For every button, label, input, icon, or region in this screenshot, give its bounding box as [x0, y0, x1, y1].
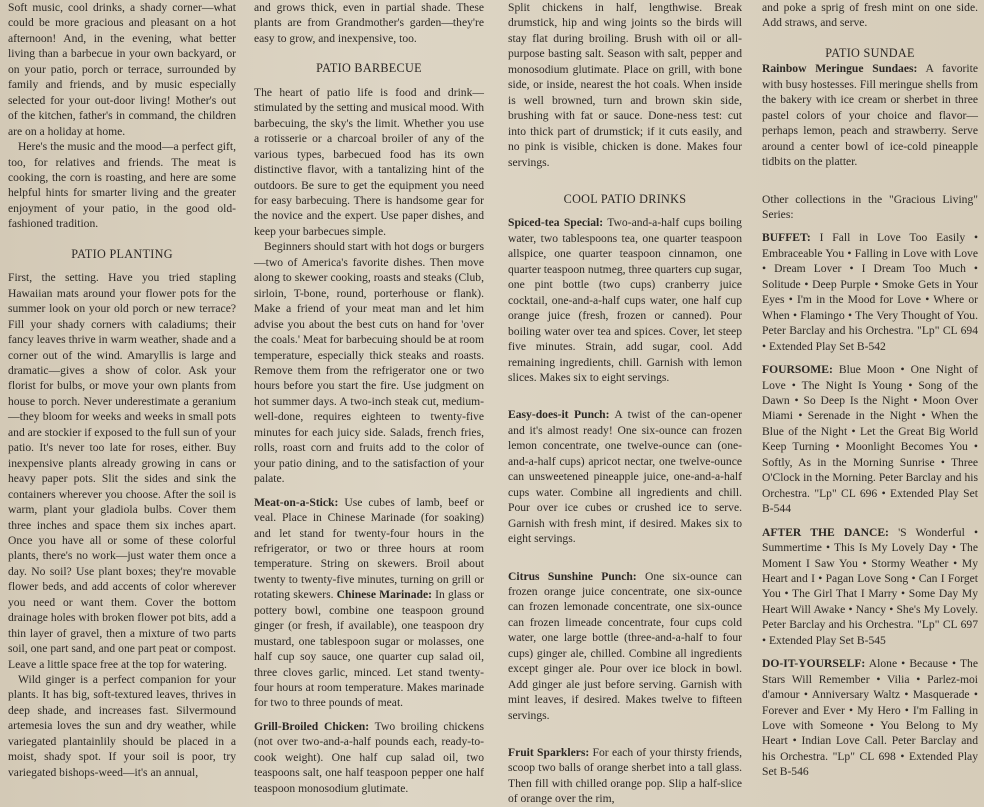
- recipe-title: Spiced-tea Special:: [508, 216, 604, 230]
- recipe-title: Rainbow Meringue Sundaes:: [762, 62, 918, 76]
- album-tracks: Blue Moon • One Night of Love • The Night Is Young • Song of the Dawn • So Deep Is the Night • Moon Over Miami • Serenade in the Night • When the Blue of the Night • Let the Great Big World Keep Turning • Moonlight Becomes You • Softly, As in the Morning Sunrise • Three O'Clock in the Morning. Peter Barclay and his Orchestra. "Lp" CL 696 • Extended Play Set B-544: [762, 363, 978, 516]
- recipe-easy-punch: [508, 407, 742, 546]
- album-after-the-dance: [762, 525, 978, 649]
- recipe-body: A favorite with busy hostesses. Fill meringue shells from the bakery with ice cream or sherbet in three pastel colors of your choice and flavor—perhaps lemon, peach and strawberry. Serve around a center bowl of ice-cold pineapple tidbits on the platter.: [762, 62, 978, 169]
- album-tracks: 'S Wonderful • Summertime • This Is My Lovely Day • The Moment I Saw You • Stormy Weather • My Heart and I • Pagan Love Song • Can I Forget You • The Girl That I Marry • Some Day My Heart Will Awake • Nancy • She's My Lovely. Peter Barclay and his Orchestra. "Lp" CL 697 • Extended Play Set B-545: [762, 525, 978, 647]
- album-tracks: Alone • Because • The Stars Will Remember • Vilia • Parlez-moi d'amour • Anniversary Waltz • Masquerade • Forever and Ever • My Hero • I'm Falling in Love with Someone • You Belong to My Heart • Indian Love Call. Peter Barclay and his Orchestra. "Lp" CL 698 • Extended Play Set B-546: [762, 657, 978, 779]
- recipe-body: Use cubes of lamb, beef or veal. Place in Chinese Marinade (for soaking) and let stand for twenty-four hours in the refrigerator, or two or three hours at room temperature. String on skewers. Broil about twenty to twenty-five minutes, turning on grill or rotating skewers.: [254, 495, 484, 602]
- continued-paragraph: Split chickens in half, lengthwise. Break drumstick, hip and wing joints so the birds will stay flat during broiling. Brush with oil or all-purpose basting salt. Season with salt, pepper and monosodium glutimate. Place on grill, with bone side, or inside, nearest the hot coals. When inside is well browned, turn and brown skin side, brushing with fat or sauce. Done-ness test: cut into thick part of drumstick; if it cuts easily, and no pink is visible, chicken is done. Makes four servings.: [508, 1, 742, 169]
- recipe-body: One six-ounce can frozen orange juice concentrate, one six-ounce can frozen lemonade concentrate, one six-ounce can frozen limeade concentrate, four cups cold water, one large bottle (three-and-a-half to four cups) ginger ale, chilled. Combine all ingredients except ginger ale. Pour over ice block in bowl. Add ginger ale just before serving. Garnish with mint leaves, if desired. Makes twelve to fifteen servings.: [508, 569, 742, 722]
- recipe-body: In glass or pottery bowl, combine one teaspoon ground ginger (or fresh, if available), one teaspoon dry mustard, one tablespoon sugar or molasses, one half cup soy sauce, one quarter cup salad oil, three cloves garlic, minced. Let stand twenty-four hours at room temperature. Makes marinade for two to three pounds of meat.: [254, 588, 484, 710]
- planting-paragraph: First, the setting. Have you tried stapling Hawaiian mats around your flower pots for the summer look on your old porch or new terrace? Fill your shady corners with caladiums; their fancy leaves thrive in warm weather, shade and a corner out of the wind. Amaryllis is large and dramatic—gives a show of color. Ask your florist for bulbs, or move your own plants from house to porch. Never underestimate a geranium—they bloom for weeks and weeks in small pots and are stockier if exposed to the full sun of your patio. It's never too late for roses, either. Buy inexpensive plants already growing in cans or heavy paper pots. Slit the sides and sink the containers wherever you choose. After the soil is warm, plant your gladiola bulbs. Cover them three inches and space them six inches apart. Once you have all or some of these colorful plants, there's no work—just water them once a day. No soil? Use plant boxes; they're movable flower beds, and add accents of color wherever you need or want them. Cover the bottom drainage holes with broken flower pot bits, add a thin layer of gravel, then a mixture of two parts soil, one part sand, and one part peat or compost. Leave a little space free at the top for watering.: [8, 271, 236, 671]
- album-tracks: I Fall in Love Too Easily • Embraceable You • Falling in Love with Love • Dream Lover • I Dream Too Much • Solitude • Deep Purple • Smoke Gets in Your Eyes • I'm in the Mood for Love • Where or When • Flamingo • The Very Thought of You. Peter Barclay and his Orchestra. "Lp" CL 694 • Extended Play Set B-542: [762, 231, 978, 353]
- recipe-spiced-tea: [508, 215, 742, 385]
- recipe-body: Two broiling chickens (not over two-and-a-half pounds each, ready-to-cook weight). One half cup salad oil, two teaspoons salt, one half teaspoon pepper one half teaspoon monosodium glutimate.: [254, 719, 484, 795]
- column-4: [762, 0, 978, 779]
- album-title: BUFFET:: [762, 231, 811, 245]
- recipe-title: Grill-Broiled Chicken:: [254, 719, 370, 733]
- recipe-title: Citrus Sunshine Punch:: [508, 569, 637, 583]
- album-title: DO-IT-YOURSELF:: [762, 657, 866, 671]
- recipe-title: Meat-on-a-Stick:: [254, 495, 339, 509]
- album-buffet: [762, 230, 978, 354]
- section-heading-cool-patio-drinks: COOL PATIO DRINKS: [563, 191, 687, 206]
- intro-paragraph: Here's the music and the mood—a perfect gift, too, for relatives and friends. The meat is cooking, the corn is roasting, and here are some helpful hints for smarter living and the greater enjoyment of your patio, in the good old-fashioned tradition.: [8, 140, 236, 231]
- recipe-citrus-punch: [508, 569, 742, 724]
- section-heading-patio-barbecue: PATIO BARBECUE: [316, 61, 422, 76]
- recipe-title: Chinese Marinade:: [336, 588, 432, 602]
- barbecue-paragraph: The heart of patio life is food and drink—stimulated by the setting and musical mood. With barbecuing, the sky's the limit. Whether you use a rotisserie or a charcoal broiler of any of the various types, barbecued food has its own distinctive flavor, with a tantalizing hint of the outdoors. Be sure to get the equipment you need for easy barbecuing. There is handsome gear for the novice and the expert. Use paper dishes, and keep your barbecues simple.: [254, 85, 484, 238]
- section-heading-patio-planting: PATIO PLANTING: [71, 246, 173, 261]
- barbecue-paragraph: Beginners should start with hot dogs or burgers—two of America's favorite dishes. Then move along to skewer cooking, roasts and steaks (Club, sirloin, T-bone, round, porterhouse or flank). Make a friend of your meat man and let him advise you about the best cuts on hand for 'over the coals.' Meat for barbecuing should be at room temperature, especially thick steaks and roasts. Remove them from the refrigerator one or two hours before you start the fire. Use judgment on hot summer days. A two-inch steak cut, medium-well-done, requires eighteen to twenty-five minutes for each juicy side. Salads, french fries, rolls, roast corn and fruits add to the color of your patio dining, and to the satisfaction of your palate.: [254, 240, 484, 486]
- intro-paragraph: Soft music, cool drinks, a shady corner—what could be more gracious and pleasant on a hot afternoon! And, in the evening, what better living than a barbecue in your own backyard, or on your patio, porch or terrace, surrounded by family and friends, and by music especially selected for your out-door living! Mother's out of the kitchen, father's in command, the children are on a holiday at home.: [8, 1, 236, 138]
- column-1: [8, 0, 236, 779]
- recipe-body: Two-and-a-half cups boiling water, two tablespoons tea, one quarter teaspoon allspice, one quarter teaspoon cinnamon, one quarter teaspoon nutmeg, three quarters cup sugar, one pint bottle (two cups) cranberry juice cocktail, one-and-a-half cups water, one half cup orange juice (fresh, frozen or canned). Pour boiling water over tea and spices. Cover, let steep five minutes. Strain, add sugar, cool. Add remaining ingredients, chill. Garnish with lemon slices. Makes six to eight servings.: [508, 216, 742, 384]
- continued-paragraph: and grows thick, even in partial shade. These plants are from Grandmother's garden—they're easy to grow, and inexpensive, too.: [254, 1, 484, 45]
- album-title: FOURSOME:: [762, 363, 833, 377]
- recipe-rainbow-sundaes: [762, 61, 978, 169]
- section-heading-patio-sundae: PATIO SUNDAE: [825, 45, 915, 60]
- recipe-body: A twist of the can-opener and it's almost ready! One six-ounce can frozen lemon concentrate, one twelve-ounce can (one-and-a-half cups) apricot nectar, one twelve-ounce can unsweetened pineapple juice, one-and-a-half cups water. Combine all ingredients and chill. Pour over ice cubes or crushed ice to serve. Garnish with fresh mint, if desired. Makes six to eight servings.: [508, 408, 742, 546]
- recipe-meat-on-a-stick: [254, 495, 484, 711]
- column-3: [508, 0, 743, 806]
- other-collections-intro: Other collections in the "Gracious Living" Series:: [762, 192, 978, 221]
- column-2: [254, 0, 484, 795]
- recipe-body: For each of your thirsty friends, scoop two balls of orange sherbet into a tall glass. Then fill with chilled orange pop. Slip a half-slice of orange over the rim,: [508, 746, 743, 806]
- album-title: AFTER THE DANCE:: [762, 525, 889, 539]
- recipe-title: Fruit Sparklers:: [508, 746, 590, 760]
- recipe-title: Easy-does-it Punch:: [508, 408, 610, 422]
- album-foursome: [762, 362, 978, 517]
- album-do-it-yourself: [762, 656, 978, 780]
- continued-paragraph: and poke a sprig of fresh mint on one side. Add straws, and serve.: [762, 1, 978, 30]
- recipe-fruit-sparklers: [508, 745, 742, 807]
- recipe-grill-broiled-chicken: [254, 719, 484, 796]
- planting-paragraph: Wild ginger is a perfect companion for your plants. It has big, soft-textured leaves, thrives in deep shade, and increases fast. Silvermound artemesia loves the sun and dry weather, while variegated plantainlily should be placed in a moist, shady spot. If your soil is poor, try variegated bishops-weed—it's an annual,: [8, 673, 236, 779]
